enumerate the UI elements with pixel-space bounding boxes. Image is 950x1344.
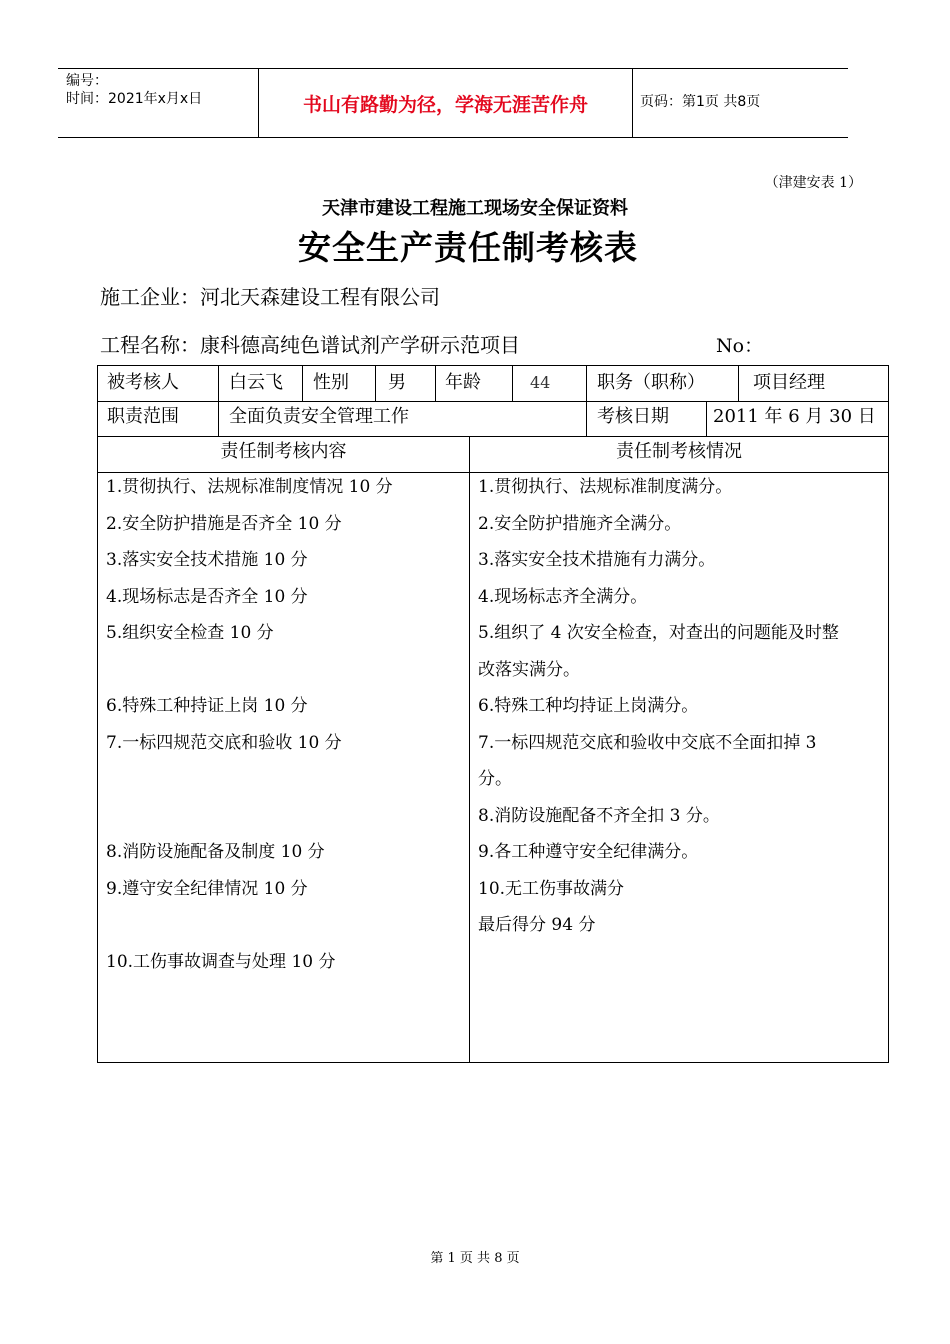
company-line: 施工企业：河北天森建设工程有限公司	[100, 285, 440, 309]
project-line: 工程名称：康科德高纯色谱试剂产学研示范项目	[100, 333, 520, 357]
list-item: 3.落实安全技术措施有力满分。	[478, 550, 716, 570]
table-rule	[98, 401, 888, 402]
table-rule	[469, 436, 470, 1062]
table-rule	[512, 366, 513, 401]
table-rule	[98, 436, 888, 437]
age-value: 44	[530, 373, 551, 392]
number-field-label: No：	[716, 335, 764, 357]
examinee-value: 白云飞	[229, 372, 283, 393]
form-code: （津建安表 1）	[764, 175, 862, 191]
gender-value: 男	[388, 372, 406, 393]
list-item: 5.组织了 4 次安全检查，对查出的问题能及时整	[478, 623, 839, 643]
position-label: 职务（职称）	[597, 372, 705, 393]
assessment-results-list	[478, 469, 839, 944]
list-item: 10.工伤事故调查与处理 10 分	[106, 951, 336, 972]
table-rule	[218, 366, 219, 436]
list-item: 6.特殊工种持证上岗 10 分	[106, 696, 308, 716]
right-column-header: 责任制考核情况	[616, 441, 742, 462]
list-item: 1.贯彻执行、法规标准制度满分。	[478, 477, 733, 497]
list-item: 2.安全防护措施是否齐全 10 分	[106, 513, 342, 534]
list-item: 改落实满分。	[478, 659, 580, 680]
table-rule	[586, 366, 587, 436]
document-title: 安全生产责任制考核表	[298, 228, 638, 267]
list-item: 最后得分 94 分	[478, 915, 596, 935]
list-item	[106, 761, 393, 798]
page-footer: 第 1 页 共 8 页	[430, 1251, 520, 1266]
list-item: 1.贯彻执行、法规标准制度情况 10 分	[106, 477, 393, 497]
position-value: 项目经理	[753, 372, 825, 393]
age-label: 年龄	[445, 372, 481, 393]
list-item: 分。	[478, 769, 512, 789]
list-item: 4.现场标志是否齐全 10 分	[106, 586, 308, 607]
list-item: 3.落实安全技术措施 10 分	[106, 550, 308, 570]
table-rule	[435, 366, 436, 401]
list-item: 9.遵守安全纪律情况 10 分	[106, 878, 308, 899]
date-value: 2011 年 6 月 30 日	[713, 406, 876, 427]
header-divider	[632, 69, 633, 137]
list-item	[106, 907, 393, 944]
number-label: 编号：	[66, 73, 108, 89]
list-item: 6.特殊工种均持证上岗满分。	[478, 696, 699, 716]
scope-label: 职责范围	[107, 406, 179, 427]
left-column-header: 责任制考核内容	[220, 441, 347, 462]
scope-value: 全面负责安全管理工作	[229, 406, 409, 427]
list-item	[106, 798, 393, 835]
gender-label: 性别	[313, 372, 349, 393]
table-rule	[706, 401, 707, 436]
list-item: 9.各工种遵守安全纪律满分。	[478, 842, 699, 862]
list-item: 7.一标四规范交底和验收 10 分	[106, 732, 342, 753]
list-item: 8.消防设施配备不齐全扣 3 分。	[478, 805, 720, 826]
assessment-criteria-list	[106, 469, 393, 980]
list-item: 4.现场标志齐全满分。	[478, 586, 648, 607]
header-motto: 书山有路勤为径，学海无涯苦作舟	[302, 93, 588, 116]
header-page-info: 页码：第1页 共8页	[640, 94, 761, 110]
date-label: 考核日期	[597, 406, 669, 427]
list-item: 8.消防设施配备及制度 10 分	[106, 842, 325, 862]
table-rule	[302, 366, 303, 401]
document-header	[58, 68, 848, 138]
list-item: 5.组织安全检查 10 分	[106, 623, 274, 643]
assessment-table	[97, 365, 889, 1063]
list-item	[106, 652, 393, 689]
list-item: 7.一标四规范交底和验收中交底不全面扣掉 3	[478, 732, 817, 753]
time-label: 时间：2021年x月x日	[66, 91, 203, 107]
table-rule	[738, 366, 739, 401]
document-subtitle: 天津市建设工程施工现场安全保证资料	[322, 198, 628, 219]
list-item: 2.安全防护措施齐全满分。	[478, 513, 682, 534]
header-meta	[66, 72, 256, 108]
table-rule	[375, 366, 376, 401]
list-item: 10.无工伤事故满分	[478, 878, 625, 899]
examinee-label: 被考核人	[107, 372, 179, 393]
